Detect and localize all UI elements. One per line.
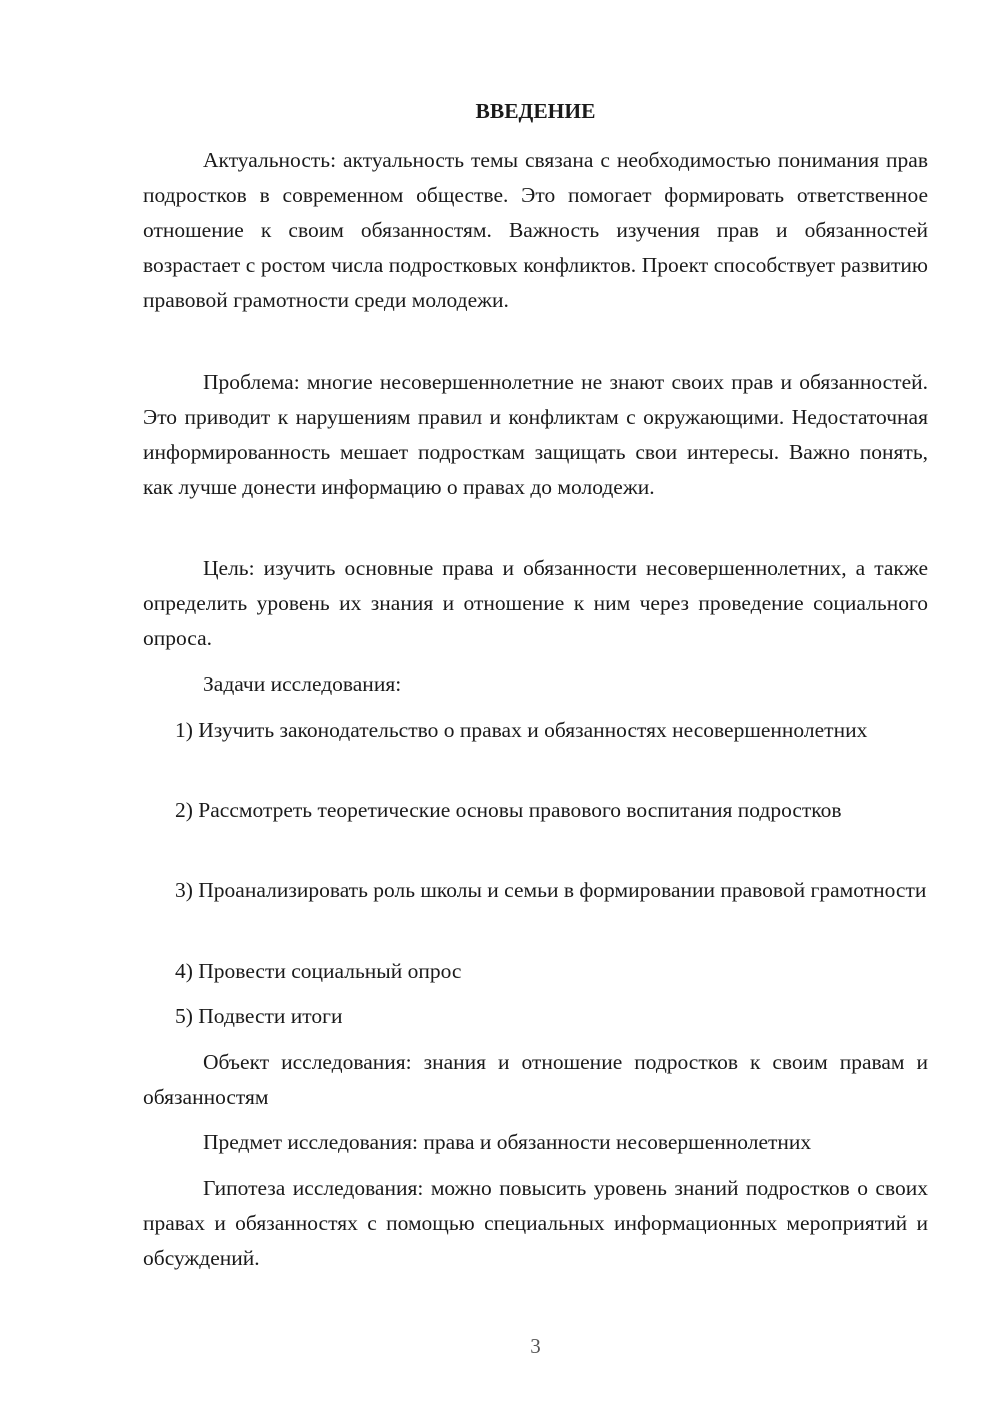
section-title: ВВЕДЕНИЕ [475,99,596,123]
paragraph-object: Объект исследования: знания и отношение подростков к своим правам и обязанностям [143,1050,928,1109]
task-item-2: 2) Рассмотреть теоретические основы правового воспитания подростков [175,798,842,822]
task-item-4: 4) Провести социальный опрос [175,959,462,983]
tasks-heading: Задачи исследования: [203,672,402,696]
task-item-3: 3) Проанализировать роль школы и семьи в формировании правовой грамотности [175,878,927,902]
task-item-5: 5) Подвести итоги [175,1004,343,1028]
task-item-1: 1) Изучить законодательство о правах и обязанностях несовершеннолетних [175,718,868,742]
paragraph-hypothesis: Гипотеза исследования: можно повысить уровень знаний подростков о своих правах и обязанностях с помощью специальных информационных мероприятий и обсуждений. [143,1176,928,1270]
paragraph-goal: Цель: изучить основные права и обязанности несовершеннолетних, а также определить уровень их знания и отношение к ним через проведение социального опроса. [143,556,928,650]
page-number: 3 [530,1334,541,1358]
paragraph-subject: Предмет исследования: права и обязанности несовершеннолетних [203,1130,812,1154]
paragraph-problem: Проблема: многие несовершеннолетние не знают своих прав и обязанностей. Это приводит к нарушениям правил и конфликтам с окружающими. Недостаточная информированность мешает подросткам защищать свои интересы. Важно понять, как лучше донести информацию о правах до молодежи. [143,370,928,499]
paragraph-relevance: Актуальность: актуальность темы связана с необходимостью понимания прав подростков в современном обществе. Это помогает формировать ответственное отношение к своим обязанностям. Важность изучения прав и обязанностей возрастает с ростом числа подростковых конфликтов. Проект способствует развитию правовой грамотности среди молодежи. [143,148,928,312]
